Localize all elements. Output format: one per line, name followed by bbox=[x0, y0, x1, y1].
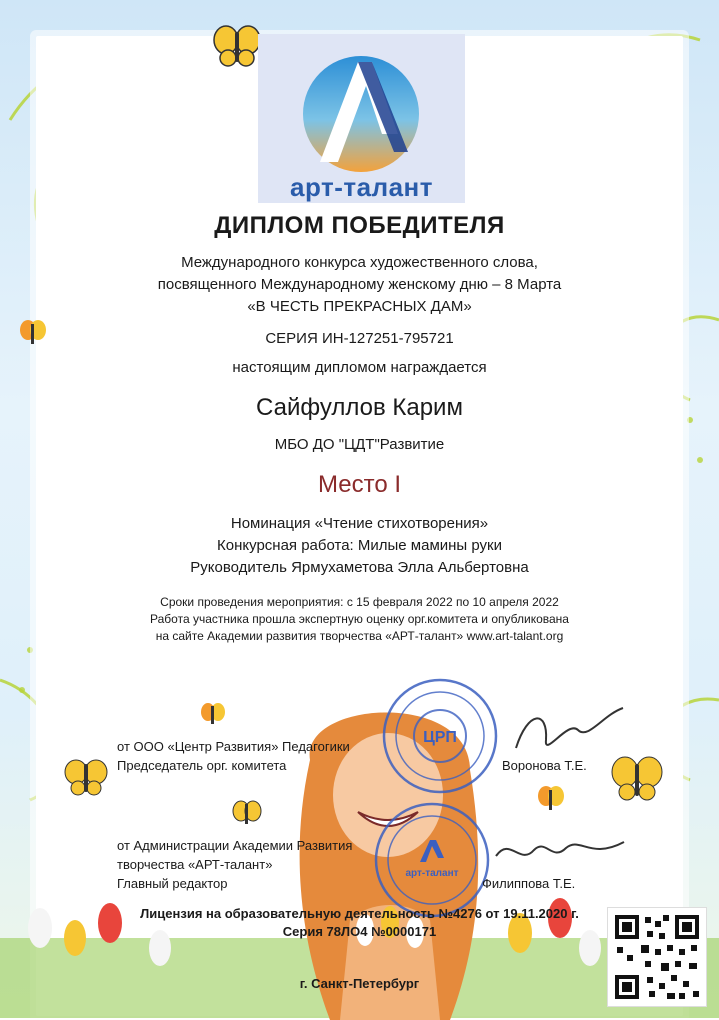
butterfly-icon bbox=[64, 758, 108, 798]
butterfly-icon bbox=[212, 24, 262, 68]
license-line-1: Лицензия на образовательную деятельность №4276 от 19.11.2020 г. bbox=[140, 906, 579, 921]
signature-2-role: Главный редактор bbox=[117, 876, 228, 891]
signature-2-name: Филиппова Т.Е. bbox=[482, 876, 576, 891]
competition-work: Конкурсная работа: Милые мамины руки bbox=[217, 537, 502, 554]
license-line-2: Серия 78ЛО4 №0000171 bbox=[282, 924, 437, 939]
organization-stamp bbox=[380, 676, 500, 796]
contest-line-2: посвященного Международному женскому дню – 8 Марта bbox=[157, 276, 562, 293]
contest-line-3: «В ЧЕСТЬ ПРЕКРАСНЫХ ДАМ» bbox=[247, 298, 472, 315]
terms-line-3: на сайте Академии развития творчества «АРТ-талант» www.art-talant.org bbox=[155, 629, 564, 643]
butterfly-icon bbox=[610, 756, 664, 804]
city: г. Санкт-Петербург bbox=[299, 976, 420, 991]
contest-line-1: Международного конкурса художественного слова, bbox=[181, 254, 538, 271]
signature-2-org-cont: творчества «АРТ-талант» bbox=[117, 857, 273, 872]
signature-1-role: Председатель орг. комитета bbox=[117, 758, 287, 773]
butterfly-icon bbox=[536, 784, 566, 814]
recipient-organization: МБО ДО "ЦДТ"Развитие bbox=[274, 436, 445, 453]
stamp-1-text: ЦРП bbox=[423, 729, 457, 746]
signature-1-org: от ООО «Центр Развития» Педагогики bbox=[117, 739, 350, 754]
awarded-text: настоящим дипломом награждается bbox=[232, 359, 487, 376]
art-talant-logo bbox=[258, 34, 465, 203]
place-award: Место I bbox=[317, 471, 401, 498]
signature-1 bbox=[508, 700, 628, 760]
stamp-2-text: арт-талант bbox=[405, 868, 459, 879]
series-number: СЕРИЯ ИН-127251-795721 bbox=[265, 330, 454, 347]
terms-line-2: Работа участника прошла экспертную оценку орг.комитета и опубликована bbox=[150, 612, 569, 626]
signature-2-org: от Администрации Академии Развития bbox=[117, 838, 353, 853]
logo-emblem-icon bbox=[258, 34, 465, 174]
diploma-title: ДИПЛОМ ПОБЕДИТЕЛЯ bbox=[214, 212, 505, 239]
terms-line-1: Сроки проведения мероприятия: с 15 февраля 2022 по 10 апреля 2022 bbox=[160, 595, 559, 609]
supervisor: Руководитель Ярмухаметова Элла Альбертовна bbox=[190, 559, 529, 576]
butterfly-icon bbox=[232, 800, 262, 828]
signature-1-name: Воронова Т.Е. bbox=[502, 758, 587, 773]
signature-2 bbox=[490, 826, 630, 876]
academy-stamp bbox=[372, 800, 492, 920]
logo-wordmark: арт-талант bbox=[290, 172, 433, 202]
butterfly-icon bbox=[200, 702, 226, 726]
recipient-name: Сайфуллов Карим bbox=[256, 394, 463, 421]
qr-code bbox=[608, 908, 706, 1006]
nomination: Номинация «Чтение стихотворения» bbox=[230, 515, 489, 532]
qr-code-icon bbox=[611, 911, 703, 1003]
